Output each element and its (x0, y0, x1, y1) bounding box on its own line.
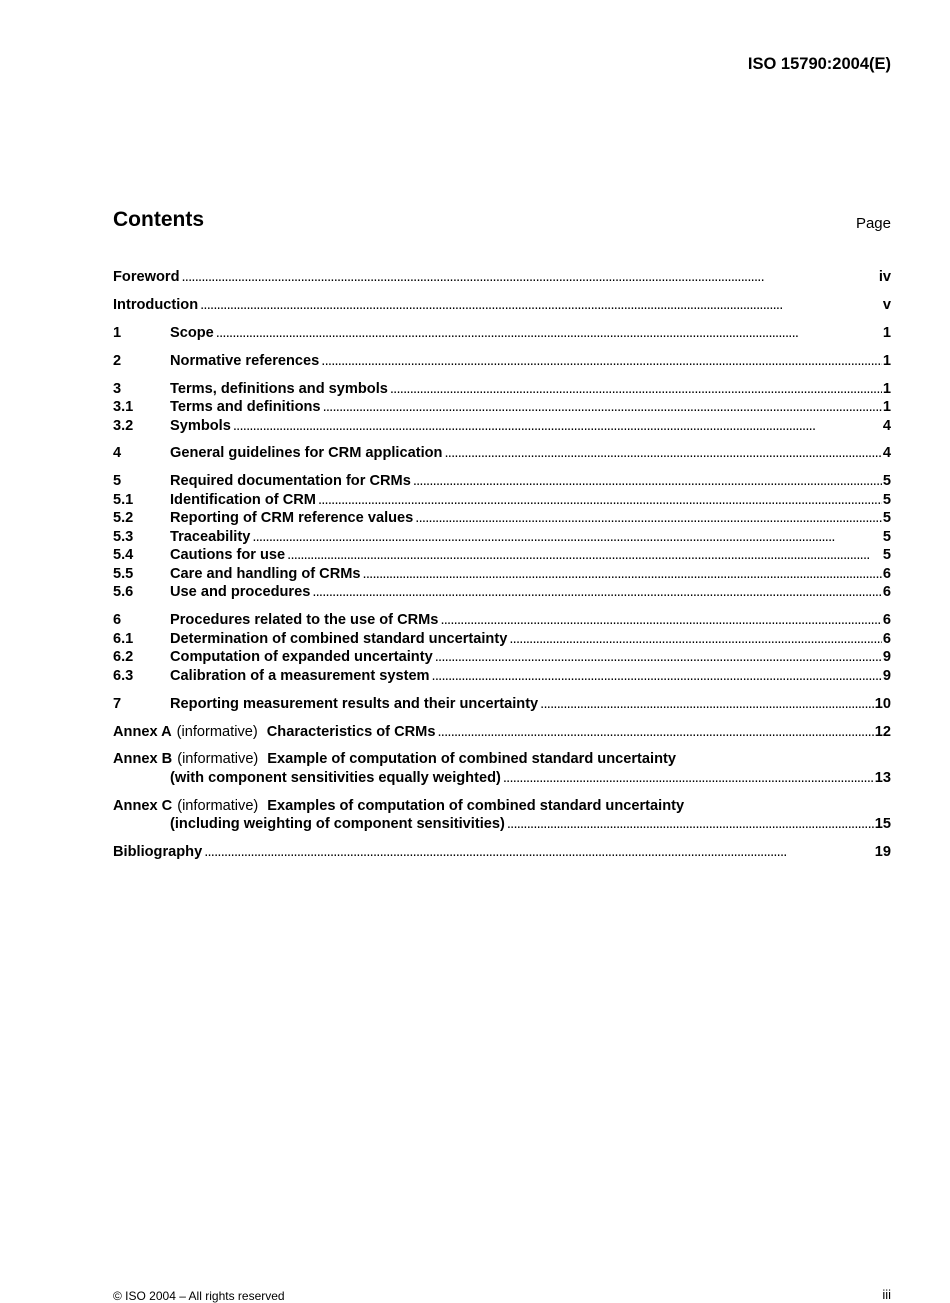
dot-leader (363, 565, 882, 584)
toc-entry-5[interactable] (113, 472, 891, 491)
toc-entry-6[interactable] (113, 611, 891, 630)
toc-entry-number: 5.4 (113, 547, 134, 564)
dot-leader (390, 380, 882, 399)
dot-leader (200, 296, 882, 315)
dot-leader (181, 268, 877, 287)
toc-entry-bibliography[interactable] (113, 843, 891, 862)
toc-entry-title: Use and procedures (170, 584, 311, 601)
dot-leader (413, 472, 882, 491)
dot-leader (509, 630, 882, 649)
toc-entry-page: 5 (882, 491, 891, 508)
table-of-contents (113, 268, 891, 862)
toc-entry-number: 6.2 (113, 649, 134, 666)
toc-entry-title: Terms and definitions (170, 399, 321, 416)
toc-entry-page: v (882, 296, 891, 313)
toc-entry-annex-c-cont[interactable] (113, 815, 891, 834)
toc-entry-title: Procedures related to the use of CRMs (170, 612, 439, 629)
dot-leader (204, 843, 874, 862)
toc-entry-annex-b-cont[interactable] (113, 769, 891, 788)
toc-entry-page: 15 (874, 816, 891, 833)
toc-entry-title: Reporting measurement results and their uncertainty (170, 695, 539, 712)
toc-entry-page: 6 (882, 630, 891, 647)
toc-entry-number: 6.1 (113, 630, 134, 647)
toc-entry-title: Care and handling of CRMs (170, 565, 361, 582)
toc-entry-number: 6 (113, 612, 122, 629)
dot-leader (252, 528, 882, 547)
annex-key: Annex B (113, 751, 173, 768)
toc-entry-1[interactable] (113, 324, 891, 343)
document-id: ISO 15790:2004(E) (747, 55, 891, 73)
toc-entry-page: 12 (874, 723, 891, 740)
toc-entry-6-2[interactable] (113, 648, 891, 667)
toc-entry-6-1[interactable] (113, 630, 891, 649)
toc-entry-number: 5.1 (113, 491, 134, 508)
toc-entry-title: Bibliography (113, 844, 203, 861)
toc-entry-page: 10 (874, 695, 891, 712)
dot-leader (321, 352, 882, 371)
annex-type: (informative) (177, 797, 259, 814)
annex-type: (informative) (177, 751, 259, 768)
toc-entry-number: 3.1 (113, 399, 134, 416)
dot-leader (503, 769, 874, 788)
page-title: Contents (113, 208, 204, 231)
toc-entry-6-3[interactable] (113, 667, 891, 686)
toc-entry-number: 3.2 (113, 417, 134, 434)
dot-leader (216, 324, 882, 343)
toc-entry-4[interactable] (113, 444, 891, 463)
toc-entry-page: 13 (874, 769, 891, 786)
toc-entry-page: 6 (882, 612, 891, 629)
toc-entry-page: 19 (874, 844, 891, 861)
annex-type: (informative) (176, 723, 258, 740)
toc-entry-2[interactable] (113, 352, 891, 371)
dot-leader (318, 491, 882, 510)
toc-entry-number: 3 (113, 380, 122, 397)
dot-leader (444, 444, 881, 463)
toc-entry-5-2[interactable] (113, 509, 891, 528)
toc-entry-title: Normative references (170, 352, 320, 369)
toc-entry-title: Foreword (113, 269, 180, 285)
toc-entry-5-4[interactable] (113, 546, 891, 565)
toc-entry-5-6[interactable] (113, 583, 891, 602)
toc-entry-3-2[interactable] (113, 417, 891, 436)
annex-key: Annex C (113, 797, 173, 814)
dot-leader (287, 546, 882, 565)
dot-leader (540, 695, 874, 714)
toc-entry-page: 9 (882, 649, 891, 666)
toc-entry-page: 6 (882, 565, 891, 582)
toc-entry-page: 5 (882, 510, 891, 527)
toc-entry-page: iv (878, 269, 891, 285)
toc-entry-subtitle: (with component sensitivities equally weighted) (170, 769, 501, 786)
toc-entry-foreword[interactable] (113, 268, 891, 287)
toc-entry-5-5[interactable] (113, 565, 891, 584)
toc-entry-5-3[interactable] (113, 528, 891, 547)
toc-entry-page: 5 (882, 473, 891, 490)
toc-entry-page: 1 (882, 352, 891, 369)
dot-leader (435, 648, 882, 667)
toc-entry-number: 5.5 (113, 565, 134, 582)
toc-entry-title: Computation of expanded uncertainty (170, 649, 433, 666)
toc-entry-3[interactable] (113, 380, 891, 399)
dot-leader (233, 417, 882, 436)
toc-entry-title: Required documentation for CRMs (170, 473, 411, 490)
toc-entry-title: Scope (170, 324, 214, 341)
toc-entry-5-1[interactable] (113, 491, 891, 510)
toc-entry-introduction[interactable] (113, 296, 891, 315)
annex-key: Annex A (113, 723, 172, 740)
toc-entry-number: 5.3 (113, 528, 134, 545)
dot-leader (507, 815, 874, 834)
dot-leader (312, 583, 882, 602)
toc-entry-number: 6.3 (113, 667, 134, 684)
dot-leader (323, 398, 882, 417)
toc-entry-annex-a[interactable] (113, 723, 891, 742)
toc-entry-page: 5 (882, 528, 891, 545)
toc-entry-title: Calibration of a measurement system (170, 667, 430, 684)
page-column-label: Page (855, 215, 891, 232)
toc-entry-title: Terms, definitions and symbols (170, 380, 388, 397)
dot-leader (437, 723, 873, 742)
toc-entry-number: 4 (113, 445, 122, 462)
toc-entry-page: 6 (882, 584, 891, 601)
toc-entry-annex-b[interactable] (113, 750, 891, 769)
toc-entry-number: 1 (113, 324, 122, 341)
toc-entry-title: Characteristics of CRMs (266, 723, 436, 740)
toc-entry-page: 1 (882, 324, 891, 341)
toc-entry-title: Traceability (170, 528, 251, 545)
page-number: iii (882, 1287, 891, 1302)
toc-entry-number: 5 (113, 473, 122, 490)
toc-entry-number: 7 (113, 695, 122, 712)
toc-entry-subtitle: (including weighting of component sensitivities) (170, 816, 505, 833)
toc-entry-title: Cautions for use (170, 547, 286, 564)
dot-leader (415, 509, 882, 528)
toc-entry-page: 1 (882, 380, 891, 397)
toc-entry-title: Examples of computation of combined standard uncertainty (267, 797, 685, 814)
toc-entry-title: Identification of CRM (170, 491, 316, 508)
toc-entry-title: Introduction (113, 296, 199, 313)
toc-entry-annex-c[interactable] (113, 797, 891, 816)
toc-entry-title: Example of computation of combined standard uncertainty (267, 751, 676, 768)
toc-entry-number: 5.2 (113, 510, 134, 527)
toc-entry-3-1[interactable] (113, 398, 891, 417)
toc-entry-title: Determination of combined standard uncertainty (170, 630, 508, 647)
toc-entry-title: General guidelines for CRM application (170, 445, 443, 462)
toc-entry-page: 1 (882, 399, 891, 416)
toc-entry-title: Reporting of CRM reference values (170, 510, 414, 527)
toc-entry-number: 5.6 (113, 584, 134, 601)
copyright-notice: © ISO 2004 – All rights reserved (113, 1289, 285, 1303)
toc-entry-title: Symbols (170, 417, 231, 434)
toc-entry-page: 4 (882, 445, 891, 462)
toc-entry-number: 2 (113, 352, 122, 369)
dot-leader (440, 611, 881, 630)
dot-leader (432, 667, 882, 686)
toc-entry-page: 9 (882, 667, 891, 684)
toc-entry-page: 5 (882, 547, 891, 564)
toc-entry-7[interactable] (113, 695, 891, 714)
toc-entry-page: 4 (882, 417, 891, 434)
